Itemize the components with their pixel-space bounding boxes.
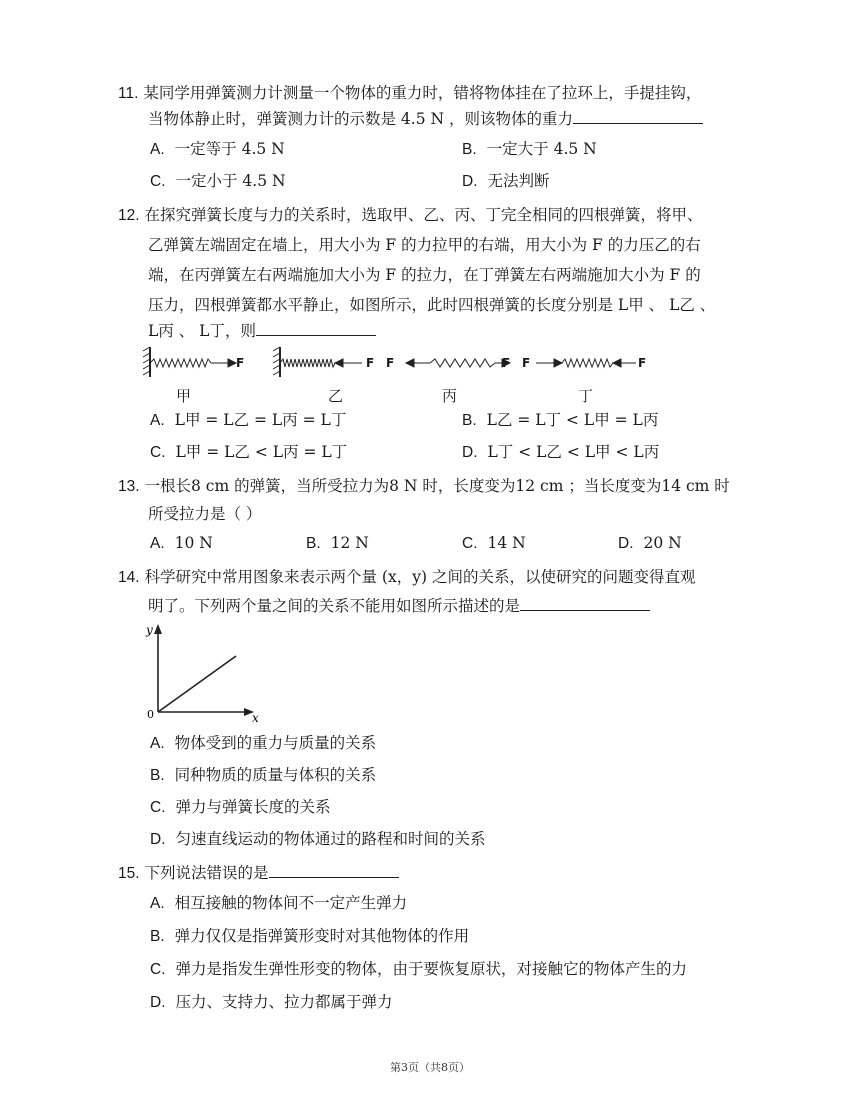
option-letter: A. xyxy=(150,141,165,158)
q15-line1 xyxy=(118,863,399,884)
option-letter: D. xyxy=(462,173,478,190)
option-letter: C. xyxy=(150,961,166,978)
q12-line2 xyxy=(148,235,701,255)
arrow-right-icon xyxy=(228,359,236,367)
option-text: L乙 = L丁 < L甲 = L丙 xyxy=(486,411,659,429)
force-label: F xyxy=(502,356,511,370)
option-text: 物体受到的重力与质量的关系 xyxy=(174,734,377,752)
q13-text-2: 所受拉力是（ ） xyxy=(148,505,262,523)
spring-jia xyxy=(150,359,211,367)
q14-option-d[interactable] xyxy=(150,829,486,850)
option-text: 弹力是指发生弹性形变的物体，由于要恢复原状，对接触它的物体产生的力 xyxy=(175,960,688,978)
spring-yi xyxy=(280,359,335,367)
option-text: 一定小于 4.5 N xyxy=(175,172,286,190)
figure-label-bing: 丙 xyxy=(442,387,458,405)
force-label: F xyxy=(386,356,395,370)
q11-line2 xyxy=(148,109,703,129)
q12-option-c[interactable] xyxy=(150,442,347,463)
q12-text-3: 端，在丙弹簧左右两端施加大小为 F 的拉力，在丁弹簧左右两端施加大小为 F 的 xyxy=(148,266,701,284)
option-text: 12 N xyxy=(330,534,369,552)
q12-text-5: L丙 、 L丁，则 xyxy=(148,322,256,340)
proportional-line xyxy=(158,656,236,712)
figure-label-jia: 甲 xyxy=(176,387,192,405)
q14-text-1: 科学研究中常用图象来表示两个量 (x，y) 之间的关系，以使研究的问题变得直观 xyxy=(144,568,696,586)
xy-graph xyxy=(144,620,264,726)
arrow-right-icon xyxy=(554,359,562,367)
q15-text-1: 下列说法错误的是 xyxy=(144,864,269,882)
q13-line2 xyxy=(148,504,261,524)
q14-text-2: 明了。下列两个量之间的关系不能用如图所示描述的是 xyxy=(148,597,521,615)
arrow-up-icon xyxy=(154,624,162,634)
q15-option-c[interactable] xyxy=(150,959,687,980)
answer-blank[interactable] xyxy=(520,596,650,611)
option-letter: C. xyxy=(150,173,166,190)
q11-option-a[interactable] xyxy=(150,139,285,160)
q14-number: 14. xyxy=(118,569,140,586)
force-label: F xyxy=(366,356,375,370)
q15-number: 15. xyxy=(118,865,140,882)
q15-option-a[interactable] xyxy=(150,893,407,914)
option-letter: B. xyxy=(462,412,477,429)
option-text: 弹力与弹簧长度的关系 xyxy=(175,798,331,816)
q13-number: 13. xyxy=(118,478,140,495)
option-letter: B. xyxy=(150,767,165,784)
force-label: F xyxy=(236,356,245,370)
option-letter: A. xyxy=(150,535,165,552)
q12-line4 xyxy=(148,295,715,315)
option-text: 14 N xyxy=(487,534,526,552)
q11-option-d[interactable] xyxy=(462,171,550,192)
q11-option-c[interactable] xyxy=(150,171,286,192)
q11-number: 11. xyxy=(118,85,139,102)
force-label: F xyxy=(522,356,531,370)
origin-label: 0 xyxy=(147,708,154,721)
option-letter: B. xyxy=(462,141,477,158)
wall-hatch-icon xyxy=(143,347,150,375)
q13-option-b[interactable] xyxy=(306,533,369,554)
q14-line2 xyxy=(148,596,650,616)
q13-option-c[interactable] xyxy=(462,533,526,554)
option-text: 20 N xyxy=(643,534,682,552)
q14-option-c[interactable] xyxy=(150,797,331,818)
option-letter: D. xyxy=(150,994,166,1011)
option-text: 无法判断 xyxy=(487,172,550,190)
option-text: 一定等于 4.5 N xyxy=(174,140,285,158)
figure-label-ding: 丁 xyxy=(578,387,594,405)
option-text: 同种物质的质量与体积的关系 xyxy=(174,766,377,784)
option-letter: D. xyxy=(618,535,634,552)
option-letter: A. xyxy=(150,412,165,429)
option-letter: C. xyxy=(150,444,166,461)
option-text: L甲 = L乙 = L丙 = L丁 xyxy=(174,411,347,429)
q12-line1 xyxy=(118,205,703,226)
answer-blank[interactable] xyxy=(256,321,376,336)
q11-text-2: 当物体静止时，弹簧测力计的示数是 4.5 N ，则该物体的重力 xyxy=(148,110,573,128)
option-letter: A. xyxy=(150,895,165,912)
option-text: 匀速直线运动的物体通过的路程和时间的关系 xyxy=(175,830,486,848)
answer-blank[interactable] xyxy=(573,109,703,124)
y-axis-label: y xyxy=(146,623,153,637)
q11-option-b[interactable] xyxy=(462,139,597,160)
answer-blank[interactable] xyxy=(269,863,399,878)
q13-option-d[interactable] xyxy=(618,533,682,554)
spring-ding xyxy=(562,359,613,367)
option-letter: B. xyxy=(150,928,165,945)
option-text: 弹力仅仅是指弹簧形变时对其他物体的作用 xyxy=(174,927,470,945)
figure-label-yi: 乙 xyxy=(328,387,344,405)
q12-line5 xyxy=(148,321,376,341)
q13-text-1: 一根长8 cm 的弹簧，当所受拉力为8 N 时，长度变为12 cm ；当长度变为14 cm 时 xyxy=(144,477,730,495)
option-text: 相互接触的物体间不一定产生弹力 xyxy=(174,894,408,912)
spring-figure xyxy=(140,345,660,381)
option-text: L丁 < L乙 < L甲 < L丙 xyxy=(487,443,660,461)
page-footer: 第3页（共8页） xyxy=(390,1061,470,1074)
q12-text-4: 压力，四根弹簧都水平静止，如图所示，此时四根弹簧的长度分别是 L甲 、 L乙 、 xyxy=(148,296,716,314)
q12-text-1: 在探究弹簧长度与力的关系时，选取甲、乙、丙、丁完全相同的四根弹簧，将甲、 xyxy=(144,206,703,224)
q11-text-1: 某同学用弹簧测力计测量一个物体的重力时，错将物体挂在了拉环上，手提挂钩， xyxy=(143,84,702,102)
option-text: 一定大于 4.5 N xyxy=(486,140,597,158)
arrow-left-icon xyxy=(335,359,343,367)
option-letter: D. xyxy=(462,444,478,461)
option-text: L甲 = L乙 < L丙 = L丁 xyxy=(175,443,348,461)
arrow-left-icon xyxy=(406,359,414,367)
q12-text-2: 乙弹簧左端固定在墙上，用大小为 F 的力拉甲的右端，用大小为 F 的力压乙的右 xyxy=(148,236,701,254)
arrow-left-icon xyxy=(613,359,621,367)
q15-option-d[interactable] xyxy=(150,992,393,1013)
option-text: 10 N xyxy=(174,534,213,552)
option-letter: D. xyxy=(150,831,166,848)
q13-option-a[interactable] xyxy=(150,533,213,554)
option-text: 压力、支持力、拉力都属于弹力 xyxy=(175,993,393,1011)
spring-bing xyxy=(430,359,495,367)
q11-line1 xyxy=(118,83,701,104)
q12-option-d[interactable] xyxy=(462,442,659,463)
q12-line3 xyxy=(148,265,701,285)
x-axis-label: x xyxy=(252,711,259,725)
option-letter: A. xyxy=(150,735,165,752)
q12-number: 12. xyxy=(118,207,140,224)
force-label: F xyxy=(638,356,647,370)
q12-option-a[interactable] xyxy=(150,410,346,431)
q14-line1 xyxy=(118,567,695,588)
option-letter: C. xyxy=(150,799,166,816)
option-letter: B. xyxy=(306,535,321,552)
q13-line1 xyxy=(118,476,730,497)
q15-option-b[interactable] xyxy=(150,926,469,947)
q14-option-a[interactable] xyxy=(150,733,376,754)
q14-option-b[interactable] xyxy=(150,765,376,786)
q12-option-b[interactable] xyxy=(462,410,658,431)
option-letter: C. xyxy=(462,535,478,552)
